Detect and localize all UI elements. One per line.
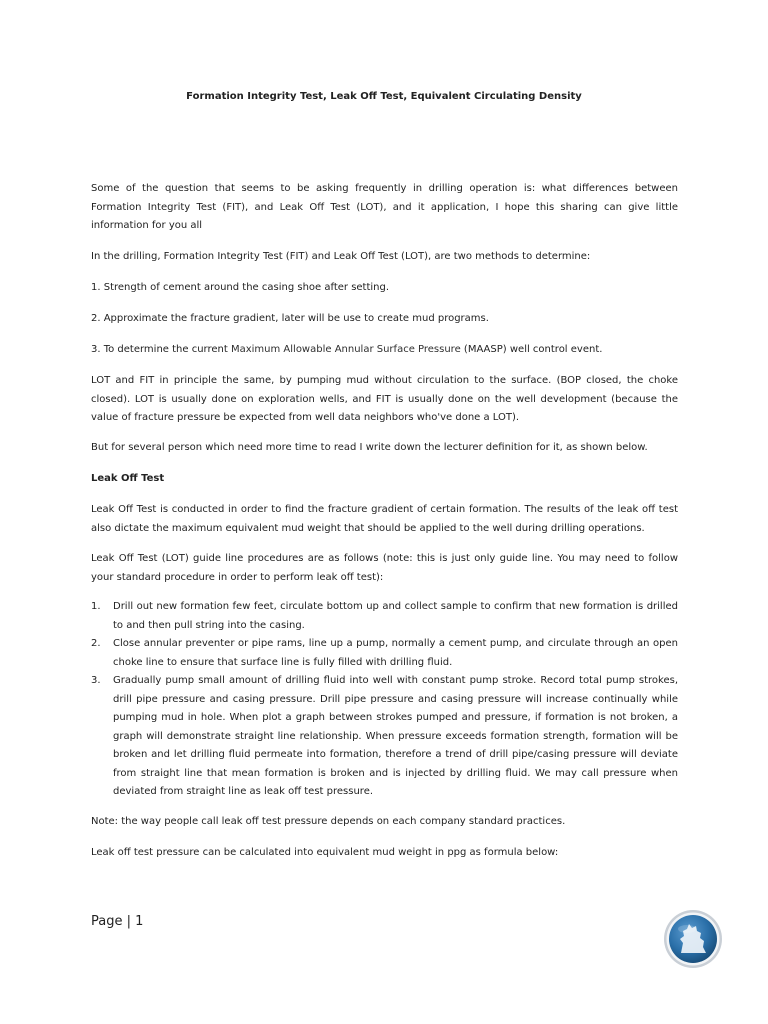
document-title: Formation Integrity Test, Leak Off Test, Equivalent Circulating Density: [186, 91, 582, 102]
lot-fit-paragraph: LOT and FIT in principle the same, by pumping mud without circulation to the surface. (BOP closed, the choke closed). LOT is usually done on exploration wells, and FIT is usually done on the well development (because the value of fracture pressure be expected from well data neighbors who've done a LOT).: [91, 375, 678, 423]
page-number-label: Page | 1: [91, 914, 144, 929]
intro-paragraph: Some of the question that seems to be asking frequently in drilling operation is: what differences between Formation Integrity Test (FIT), and Leak Off Test (LOT), and it application, I hope this sharing can give little information for you all: [91, 183, 678, 231]
method-item-1: 1. Strength of cement around the casing shoe after setting.: [91, 282, 390, 293]
guide-paragraph: Leak Off Test (LOT) guide line procedures are as follows (note: this is just only guide line. You may need to follow your standard procedure in order to perform leak off test):: [91, 553, 678, 583]
list-item: [91, 635, 678, 672]
list-item: [91, 598, 678, 635]
lecturer-note-paragraph: But for several person which need more time to read I write down the lecturer definition for it, as shown below.: [91, 442, 648, 453]
page-number: [91, 914, 143, 929]
list-item-text: Gradually pump small amount of drilling fluid into well with constant pump stroke. Record total pump strokes, drill pipe pressure and casing pressure. Drill pipe pressure and casing pressure will increase continually while pumping mud in hole. When plot a graph between strokes pumped and pressure, if formation is not broken, a graph will demonstrate straight line relationship. When pressure exceeds formation strength, formation will be broken and let drilling fluid permeate into formation, therefore a trend of drill pipe/casing pressure will deviate from straight line that mean formation is broken and is injected by drilling fluid. We may call pressure when deviated from straight line as leak off test pressure.: [113, 675, 678, 797]
method-item-3-suffix: (MAASP) well control event.: [460, 344, 603, 355]
procedure-list: [91, 598, 678, 802]
methods-intro-paragraph: In the drilling, Formation Integrity Test (FIT) and Leak Off Test (LOT), are two methods to determine:: [91, 251, 591, 262]
section-heading-leak-off-test: Leak Off Test: [91, 473, 165, 484]
lot-definition-paragraph: Leak Off Test is conducted in order to find the fracture gradient of certain formation. The results of the leak off test also dictate the maximum equivalent mud weight that should be applied to the well during drilling operations.: [91, 504, 678, 534]
list-item-text: Close annular preventer or pipe rams, line up a pump, normally a cement pump, and circulate through an open choke line to ensure that surface line is fully filled with drilling fluid.: [113, 638, 678, 668]
method-item-3-prefix: 3. To determine the current: [91, 344, 231, 355]
method-item-3: [91, 341, 678, 360]
maasp-term: Maximum Allowable Annular Surface Pressure: [230, 344, 461, 355]
calc-paragraph: Leak off test pressure can be calculated into equivalent mud weight in ppg as formula below:: [91, 847, 559, 858]
list-item-number: 1.: [91, 601, 101, 612]
method-item-2: 2. Approximate the fracture gradient, later will be use to create mud programs.: [91, 313, 489, 324]
list-item-number: 3.: [91, 675, 101, 686]
note-paragraph: Note: the way people call leak off test pressure depends on each company standard practices.: [91, 816, 566, 827]
list-item: [91, 672, 678, 802]
list-item-text: Drill out new formation few feet, circulate bottom up and collect sample to confirm that new formation is drilled to and then pull string into the casing.: [113, 601, 678, 631]
logo-icon: [663, 909, 723, 969]
list-item-number: 2.: [91, 638, 101, 649]
